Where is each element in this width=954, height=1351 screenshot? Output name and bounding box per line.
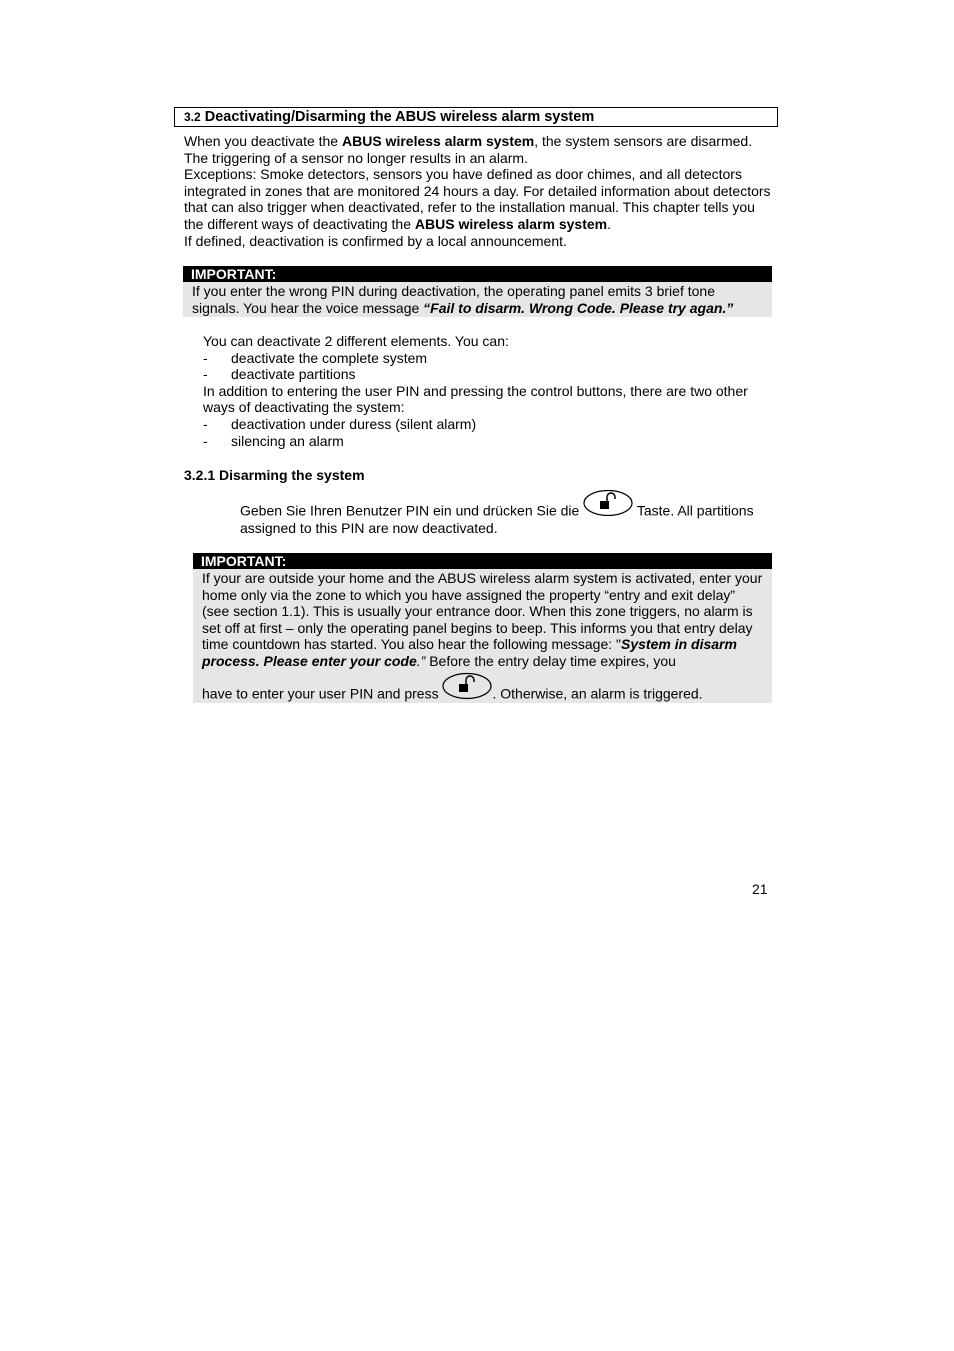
intro-line-1 bbox=[184, 133, 774, 150]
disarm-text-b: Taste. All partitions bbox=[636, 502, 754, 519]
important-text-2f: . Otherwise, an alarm is triggered. bbox=[492, 684, 703, 701]
page-number: 21 bbox=[752, 881, 768, 897]
list-item bbox=[203, 416, 775, 433]
important-text-1a: If you enter the wrong PIN during deactivation, the operating panel emits 3 brief tone signals. You hear the voice message bbox=[192, 283, 715, 316]
list-dash: - bbox=[203, 432, 208, 449]
elements-intro: You can deactivate 2 different elements. You can: bbox=[203, 333, 509, 349]
important-box-1 bbox=[183, 266, 772, 317]
important-text-2a: If your are outside your home and the ABUS wireless alarm system is activated, enter your home only via the zone to which you have assigned the property “entry and exit delay” (see section 1.1). This is usually your entrance door. When this zone triggers, no alarm is set off at first – only the operating panel begins to beep. This informs you that entry delay time countdown has started. You also hear the following message: " bbox=[202, 570, 763, 653]
intro-product-name: ABUS wireless alarm system bbox=[342, 133, 535, 149]
important-label-1: IMPORTANT: bbox=[183, 266, 772, 282]
intro-line-4: If defined, deactivation is confirmed by a local announcement. bbox=[184, 232, 567, 249]
list-item-text: silencing an alarm bbox=[231, 432, 344, 449]
voice-message-wrong-code: “Fail to disarm. Wrong Code. Please try agan.” bbox=[423, 299, 734, 316]
list-item-text: deactivate the complete system bbox=[231, 349, 428, 366]
disarm-instruction-line-1 bbox=[240, 489, 754, 519]
disarm-text-a: Geben Sie Ihren Benutzer PIN ein und drücken Sie die bbox=[240, 502, 580, 519]
unlock-button-icon bbox=[583, 489, 633, 519]
list-item bbox=[203, 350, 775, 367]
exceptions-end: . bbox=[607, 215, 611, 232]
section-number: 3.2 bbox=[184, 110, 201, 124]
intro-text: , the system sensors are disarmed. bbox=[534, 133, 753, 149]
list-item bbox=[203, 366, 775, 383]
intro-exceptions bbox=[184, 166, 774, 232]
disarm-instruction-line-2: assigned to this PIN are now deactivated. bbox=[240, 520, 498, 536]
important-text-2d: Before the entry delay time expires, you bbox=[425, 652, 676, 669]
intro-line-2: The triggering of a sensor no longer results in an alarm. bbox=[184, 149, 528, 166]
important-text-1 bbox=[192, 283, 763, 316]
intro-paragraph bbox=[184, 133, 774, 249]
subsection-title: 3.2.1 Disarming the system bbox=[184, 467, 365, 483]
important-box-2 bbox=[193, 553, 772, 703]
elements-section bbox=[203, 333, 775, 449]
important-label-2: IMPORTANT: bbox=[193, 553, 772, 569]
other-ways-text: In addition to entering the user PIN and pressing the control buttons, there are two other ways of deactivating the system: bbox=[203, 382, 748, 416]
important-text-2 bbox=[202, 570, 763, 670]
important-body-2 bbox=[193, 569, 772, 703]
list-item-text: deactivate partitions bbox=[231, 366, 356, 383]
list-dash: - bbox=[203, 366, 208, 383]
voice-message-end: .” bbox=[416, 652, 426, 669]
important-text-2-last bbox=[202, 672, 763, 702]
voice-message-disarm-process: System in disarm process. Please enter your code bbox=[202, 636, 737, 669]
intro-text: When you deactivate the bbox=[184, 133, 342, 149]
list-item-text: deactivation under duress (silent alarm) bbox=[231, 415, 477, 432]
unlock-button-icon bbox=[442, 672, 492, 702]
exceptions-product-name: ABUS wireless alarm system bbox=[414, 215, 608, 232]
list-item bbox=[203, 433, 775, 450]
important-body-1 bbox=[183, 282, 772, 317]
important-text-2e: have to enter your user PIN and press bbox=[202, 684, 439, 701]
list-dash: - bbox=[203, 415, 208, 432]
section-heading-box bbox=[174, 107, 778, 127]
exceptions-text: Exceptions: Smoke detectors, sensors you have defined as door chimes, and all detectors integrated in zones that are monitored 24 hours a day. For detailed information about detectors that can also trigger when deactivated, refer to the installation manual. This chapter tells you the different ways of deactivating the bbox=[184, 166, 771, 232]
section-title-text: Deactivating/Disarming the ABUS wireless alarm system bbox=[204, 109, 595, 125]
list-dash: - bbox=[203, 349, 208, 366]
section-title bbox=[184, 109, 594, 126]
